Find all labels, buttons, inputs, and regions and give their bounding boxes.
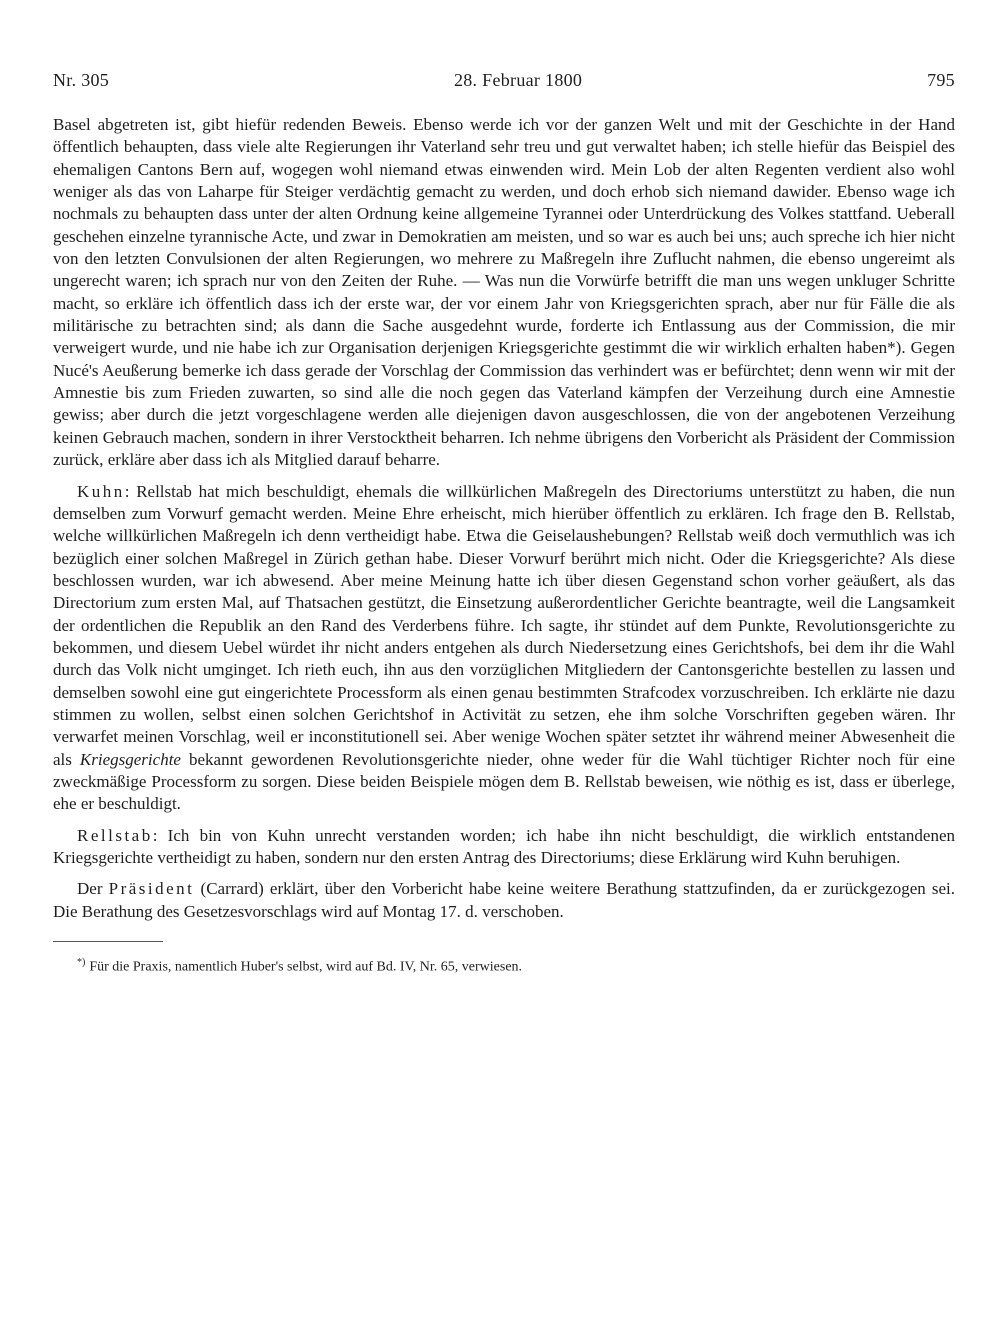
paragraph-4 <box>53 878 955 923</box>
document-page <box>53 70 955 977</box>
speaker-kuhn: Kuhn <box>77 481 125 501</box>
paragraph-2-continuation: bekannt gewordenen Revolutionsgerichte nieder, ohne weder für die Wahl tüchtiger Richter noch für eine zweckmäßige Processform zu sorgen. Diese beiden Beispiele mögen dem B. Rellstab beweisen, wie nöthig es ist, dass er überlege, ehe er beschuldigt. <box>53 749 956 814</box>
paragraph-1-text: Basel abgetreten ist, gibt hiefür redenden Beweis. Ebenso werde ich vor der ganzen Welt und mit der Geschichte in der Hand öffentlich behaupten, dass viele alte Regierungen ihr Vaterland sehr treu und gut verwaltet haben; ich stelle hiefür das Beispiel des ehemaligen Cantons Bern auf, wogegen wohl niemand etwas einwenden wird. Mein Lob der alten Regenten verdient also wohl weniger als das von Laharpe für Steiger verdächtig gemacht zu werden, und doch erhob sich niemand dawider. Ebenso wage ich nochmals zu behaupten dass unter der alten Ordnung keine allgemeine Tyrannei oder Unterdrückung des Volkes stattfand. Ueberall geschehen einzelne tyrannische Acte, und zwar in Demokratien am meisten, und so war es auch bei uns; auch spreche ich hier nicht von den letzten Convulsionen der alten Regierungen, wo mehrere zu Maßregeln ihre Zuflucht nahmen, die ebenso ungereimt als ungerecht waren; ich sprach nur von den Zeiten der Ruhe. — Was nun die Vorwürfe betrifft die man uns wegen unkluger Schritte macht, so erkläre ich öffentlich dass ich der erste war, der vor einem Jahr von Kriegsgerichten sprach, aber nur für Fälle die als militärische zu betrachten sind; als dann die Sache ausgedehnt wurde, forderte ich Entlassung aus der Commission, die mir verweigert wurde, und nie habe ich zur Organisation derjenigen Kriegsgerichte gestimmt die wir wirklich erhalten haben <box>53 115 955 358</box>
paragraph-3-text: : Ich bin von Kuhn unrecht verstanden worden; ich habe ihn nicht beschuldigt, die wirklich entstandenen Kriegsgerichte vertheidigt zu haben, sondern nur den ersten Antrag des Directoriums; diese Erklärung wird Kuhn beruhigen. <box>53 825 955 867</box>
paragraph-4-text: (Carrard) erklärt, über den Vorbericht habe keine weitere Berathung stattzufinden, da er zurückgezogen sei. Die Berathung des Gesetzesvorschlags wird auf Montag 17. d. verschoben. <box>53 879 956 921</box>
page-number: 795 <box>927 70 955 90</box>
paragraph-3 <box>53 825 955 870</box>
footnote-reference: *) <box>887 338 902 358</box>
italic-term: Kriegsgerichte <box>79 749 181 769</box>
footnote <box>53 954 955 977</box>
footnote-mark: *) <box>77 957 86 969</box>
paragraph-1-continuation: . Gegen Nucé's Aeußerung bemerke ich dass gerade der Vorschlag der Commission das verhindert was er befürchtet; denn wenn wir mit der Amnestie bis zum Frieden zuwarten, so sind alle die noch gegen das Vaterland kämpfen der Verzeihung durch eine Amnestie gewiss; aber durch die jetzt vorgeschlagene werden alle diejenigen davon ausgeschlossen, die von der angebotenen Verzeihung keinen Gebrauch machen, sondern in ihrer Verstocktheit beharren. Ich nehme übrigens den Vorbericht als Präsident der Commission zurück, erkläre aber dass ich als Mitglied darauf beharre. <box>53 338 955 470</box>
page-header <box>53 70 955 114</box>
body-text <box>53 114 955 923</box>
paragraph-2 <box>53 481 955 816</box>
footnote-text: Für die Praxis, namentlich Huber's selbst, wird auf Bd. IV, Nr. 65, verwiesen. <box>89 959 523 975</box>
speaker-rellstab: Rellstab <box>77 825 153 845</box>
paragraph-4-prefix: Der <box>77 879 103 899</box>
footnote-divider <box>53 941 163 942</box>
paragraph-2-text: : Rellstab hat mich beschuldigt, ehemals die willkürlichen Maßregeln des Directoriums unterstützt zu haben, die nun demselben zum Vorwurf gemacht werden. Meine Ehre erheischt, mich hierüber öffentlich zu erklären. Ich frage den B. Rellstab, welche willkürlichen Maßregeln ich denn vertheidigt habe. Etwa die Geiselaushebungen? Rellstab weiß doch vermuthlich was ich bezüglich einer solchen Maßregel in Zürich gethan habe. Dieser Vorwurf berührt mich nicht. Oder die Kriegsgerichte? Als diese beschlossen wurden, war ich abwesend. Aber meine Meinung hatte ich über diesen Gegenstand schon vorher geäußert, als das Directorium zum ersten Mal, auf Thatsachen gestützt, die Einsetzung außerordentlicher Gerichte beantragte, weil die Langsamkeit der ordentlichen die Republik an den Rand des Verderbens führe. Ich sagte, ihr stündet auf dem Punkte, Revolutionsgerichte zu bekommen, und diesem Uebel würdet ihr nicht anders entgehen als durch Niedersetzung eines Gerichtshofs, bei dem ihr die Wahl durch das Volk nicht umginget. Ich rieth euch, ihn aus den vorzüglichen Mitgliedern der Cantonsgerichte bestellen zu lassen und demselben sowohl eine gut eingerichtete Processform als einen genau bestimmten Strafcodex vorzuschreiben. Ich erklärte nie dazu stimmen zu wollen, selbst einen solchen Gerichtshof in Activität zu setzen, ehe ihm solche Vorschriften gegeben wären. Ihr verwarfet meinen Vorschlag, weil er inconstitutionell sei. Aber wenige Wochen später setztet ihr während meiner Abwesenheit die als <box>53 481 955 769</box>
speaker-praesident: Präsident <box>108 879 195 899</box>
paragraph-1 <box>53 114 955 472</box>
document-date: 28. Februar 1800 <box>453 70 583 90</box>
document-number: Nr. 305 <box>53 70 110 90</box>
